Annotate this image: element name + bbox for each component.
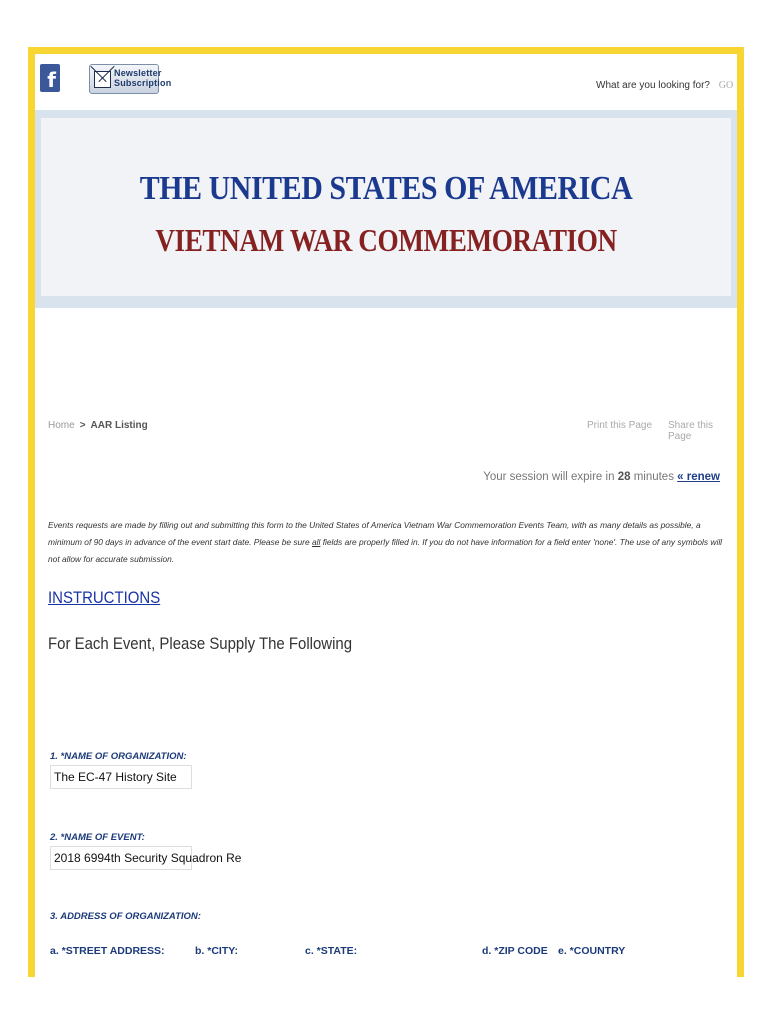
breadcrumb-home-link[interactable]: Home <box>48 420 75 431</box>
renew-session-link[interactable]: « renew <box>677 471 720 483</box>
street-address-label: a. *STREET ADDRESS: <box>50 945 165 957</box>
section-heading: For Each Event, Please Supply The Following <box>48 634 353 653</box>
site-title: THE UNITED STATES OF AMERICA <box>139 170 633 207</box>
breadcrumb-current: AAR Listing <box>90 420 148 431</box>
breadcrumb <box>48 420 148 431</box>
intro-emphasis-all: all <box>311 537 321 547</box>
intro-text-part2: fields are properly filled in. If you do not have information for a field enter 'none'. The use of any symbols will not allow for accurate submission. <box>48 537 723 564</box>
top-bar <box>35 54 737 110</box>
print-page-link[interactable]: Print this Page <box>587 420 653 431</box>
session-notice <box>483 471 720 483</box>
session-unit: minutes <box>633 471 674 483</box>
city-label: b. *CITY: <box>195 945 238 957</box>
share-page-link[interactable]: Share this Page <box>668 420 714 442</box>
search-go-button[interactable]: GO <box>715 76 737 94</box>
facebook-icon[interactable]: f <box>40 64 60 92</box>
envelope-icon <box>94 71 111 88</box>
header-banner <box>35 110 737 308</box>
country-label: e. *COUNTRY <box>558 945 626 957</box>
address-section-label: 3. ADDRESS OF ORGANIZATION: <box>50 911 201 922</box>
intro-paragraph <box>48 517 724 568</box>
state-label: c. *STATE: <box>305 945 358 957</box>
event-name-field[interactable]: 2018 6994th Security Squadron Re <box>50 846 192 870</box>
session-minutes: 28 <box>617 471 631 483</box>
event-name-label: 2. *NAME OF EVENT: <box>50 832 145 843</box>
instructions-link[interactable]: INSTRUCTIONS <box>48 588 161 607</box>
newsletter-subscription-button[interactable] <box>89 64 172 94</box>
zip-code-label: d. *ZIP CODE <box>482 945 548 957</box>
org-name-field[interactable]: The EC-47 History Site <box>50 765 192 789</box>
newsletter-label: Newsletter Subscription <box>114 68 172 88</box>
breadcrumb-separator: > <box>79 420 86 431</box>
search-input[interactable] <box>580 76 710 94</box>
org-name-label: 1. *NAME OF ORGANIZATION: <box>50 751 187 762</box>
intro-text-part1: Events requests are made by filling out and submitting this form to the United States of America Vietnam War Commemoration Events Team, with as many details as possible, a minimum of 90 days in advance of the event start date. Please be sure <box>48 520 701 547</box>
banner-panel <box>41 118 731 296</box>
site-subtitle: VIETNAM WAR COMMEMORATION <box>155 222 617 258</box>
session-prefix: Your session will expire in <box>483 471 615 483</box>
page-frame <box>28 47 744 977</box>
